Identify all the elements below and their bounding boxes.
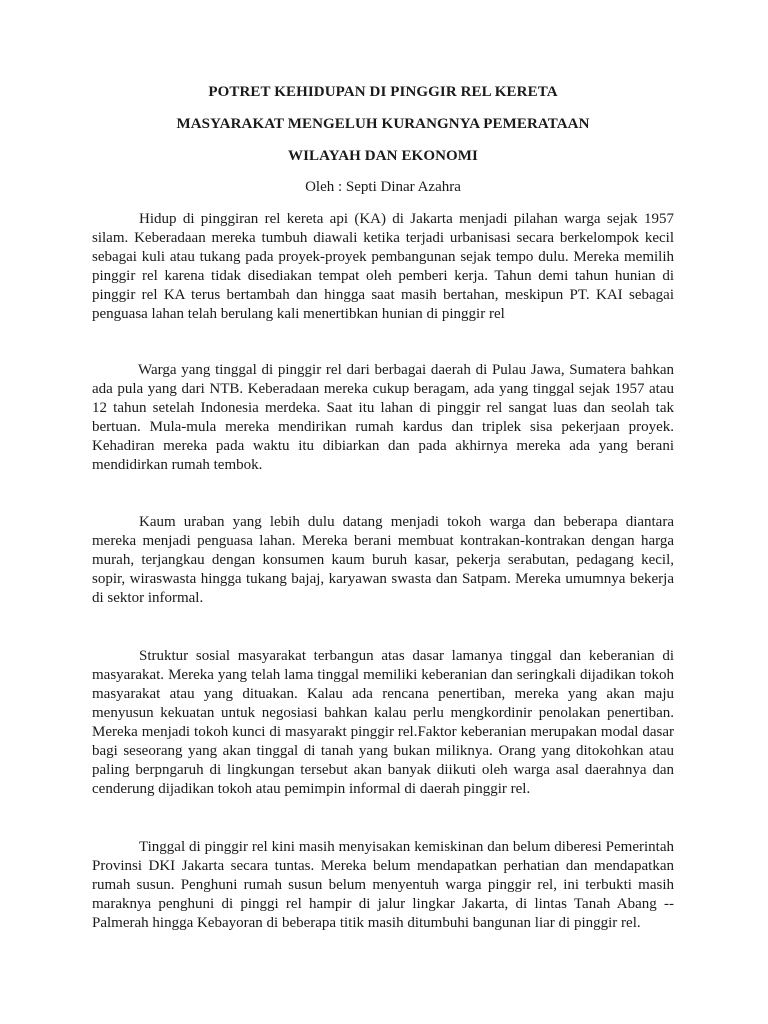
paragraph-3: Kaum uraban yang lebih dulu datang menjadi tokoh warga dan beberapa diantara mereka menjadi penguasa lahan. Mereka berani membuat kontrakan-kontrakan dengan harga murah, terjangkau dengan konsumen kaum buruh kasar, pekerja serabutan, pedagang kecil, sopir, wiraswasta hingga tukang bajaj, karyawan swasta dan Satpam. Mereka umumnya bekerja di sektor informal. bbox=[92, 514, 674, 606]
author-byline: Oleh : Septi Dinar Azahra bbox=[305, 179, 461, 195]
paragraph-2: Warga yang tinggal di pinggir rel dari berbagai daerah di Pulau Jawa, Sumatera bahkan ada pula yang dari NTB. Keberadaan mereka cukup beragam, ada yang tinggal sejak 1957 atau 12 tahun setelah Indonesia merdeka. Saat itu lahan di pinggir rel sangat luas dan seolah tak bertuan. Mula-mula mereka mendirikan rumah kardus dan triplek sisa pekerjaan proyek. Kehadiran mereka pada waktu itu dibiarkan dan pada akhirnya mereka ada yang berani mendidirkan rumah tembok. bbox=[92, 362, 674, 473]
title-line-3: WILAYAH DAN EKONOMI bbox=[288, 148, 478, 164]
paragraph-1: Hidup di pinggiran rel kereta api (KA) di Jakarta menjadi pilahan warga sejak 1957 silam. Keberadaan mereka tumbuh diawali ketika terjadi urbanisasi secara berkelompok kecil sebagai kuli atau tukang pada proyek-proyek pembangunan sejak tempo dulu. Mereka memilih pinggir rel karena tidak disediakan tempat oleh pemberi kerja. Tahun demi tahun hunian di pinggir rel KA terus bertambah dan hingga saat masih bertahan, meskipun PT. KAI sebagai penguasa lahan telah berulang kali menertibkan hunian di pinggir rel bbox=[92, 211, 674, 322]
document-page bbox=[92, 83, 674, 933]
paragraph-4: Struktur sosial masyarakat terbangun atas dasar lamanya tinggal dan keberanian di masyarakat. Mereka yang telah lama tinggal memiliki keberanian dan seringkali dijadikan tokoh masyarakat atau yang dituakan. Kalau ada rencana penertiban, mereka yang akan maju menyusun kekuatan untuk negosiasi bahkan kalau perlu mengkordinir penolakan penertiban. Mereka menjadi tokoh kunci di masyarakt pinggir rel.Faktor keberanian merupakan modal dasar bagi seseorang yang akan tinggal di tanah yang bukan miliknya. Orang yang ditokohkan atau paling berpngaruh di lingkungan tersebut akan banyak diikuti oleh warga asal daerahnya dan cenderung dijadikan tokoh atau pemimpin informal di daerah pinggir rel. bbox=[92, 648, 674, 797]
title-line-2: MASYARAKAT MENGELUH KURANGNYA PEMERATAAN bbox=[176, 116, 590, 132]
paragraph-5: Tinggal di pinggir rel kini masih menyisakan kemiskinan dan belum diberesi Pemerintah Provinsi DKI Jakarta secara tuntas. Mereka belum mendapatkan perhatian dan mendapatkan rumah susun. Penghuni rumah susun belum menyentuh warga pinggir rel, ini terbukti masih maraknya penghuni di pinggi rel hampir di jalur lingkar Jakarta, di lintas Tanah Abang -- Palmerah hingga Kebayoran di beberapa titik masih ditumbuhi bangunan liar di pinggir rel. bbox=[92, 839, 674, 931]
title-line-1: POTRET KEHIDUPAN DI PINGGIR REL KERETA bbox=[208, 84, 558, 100]
